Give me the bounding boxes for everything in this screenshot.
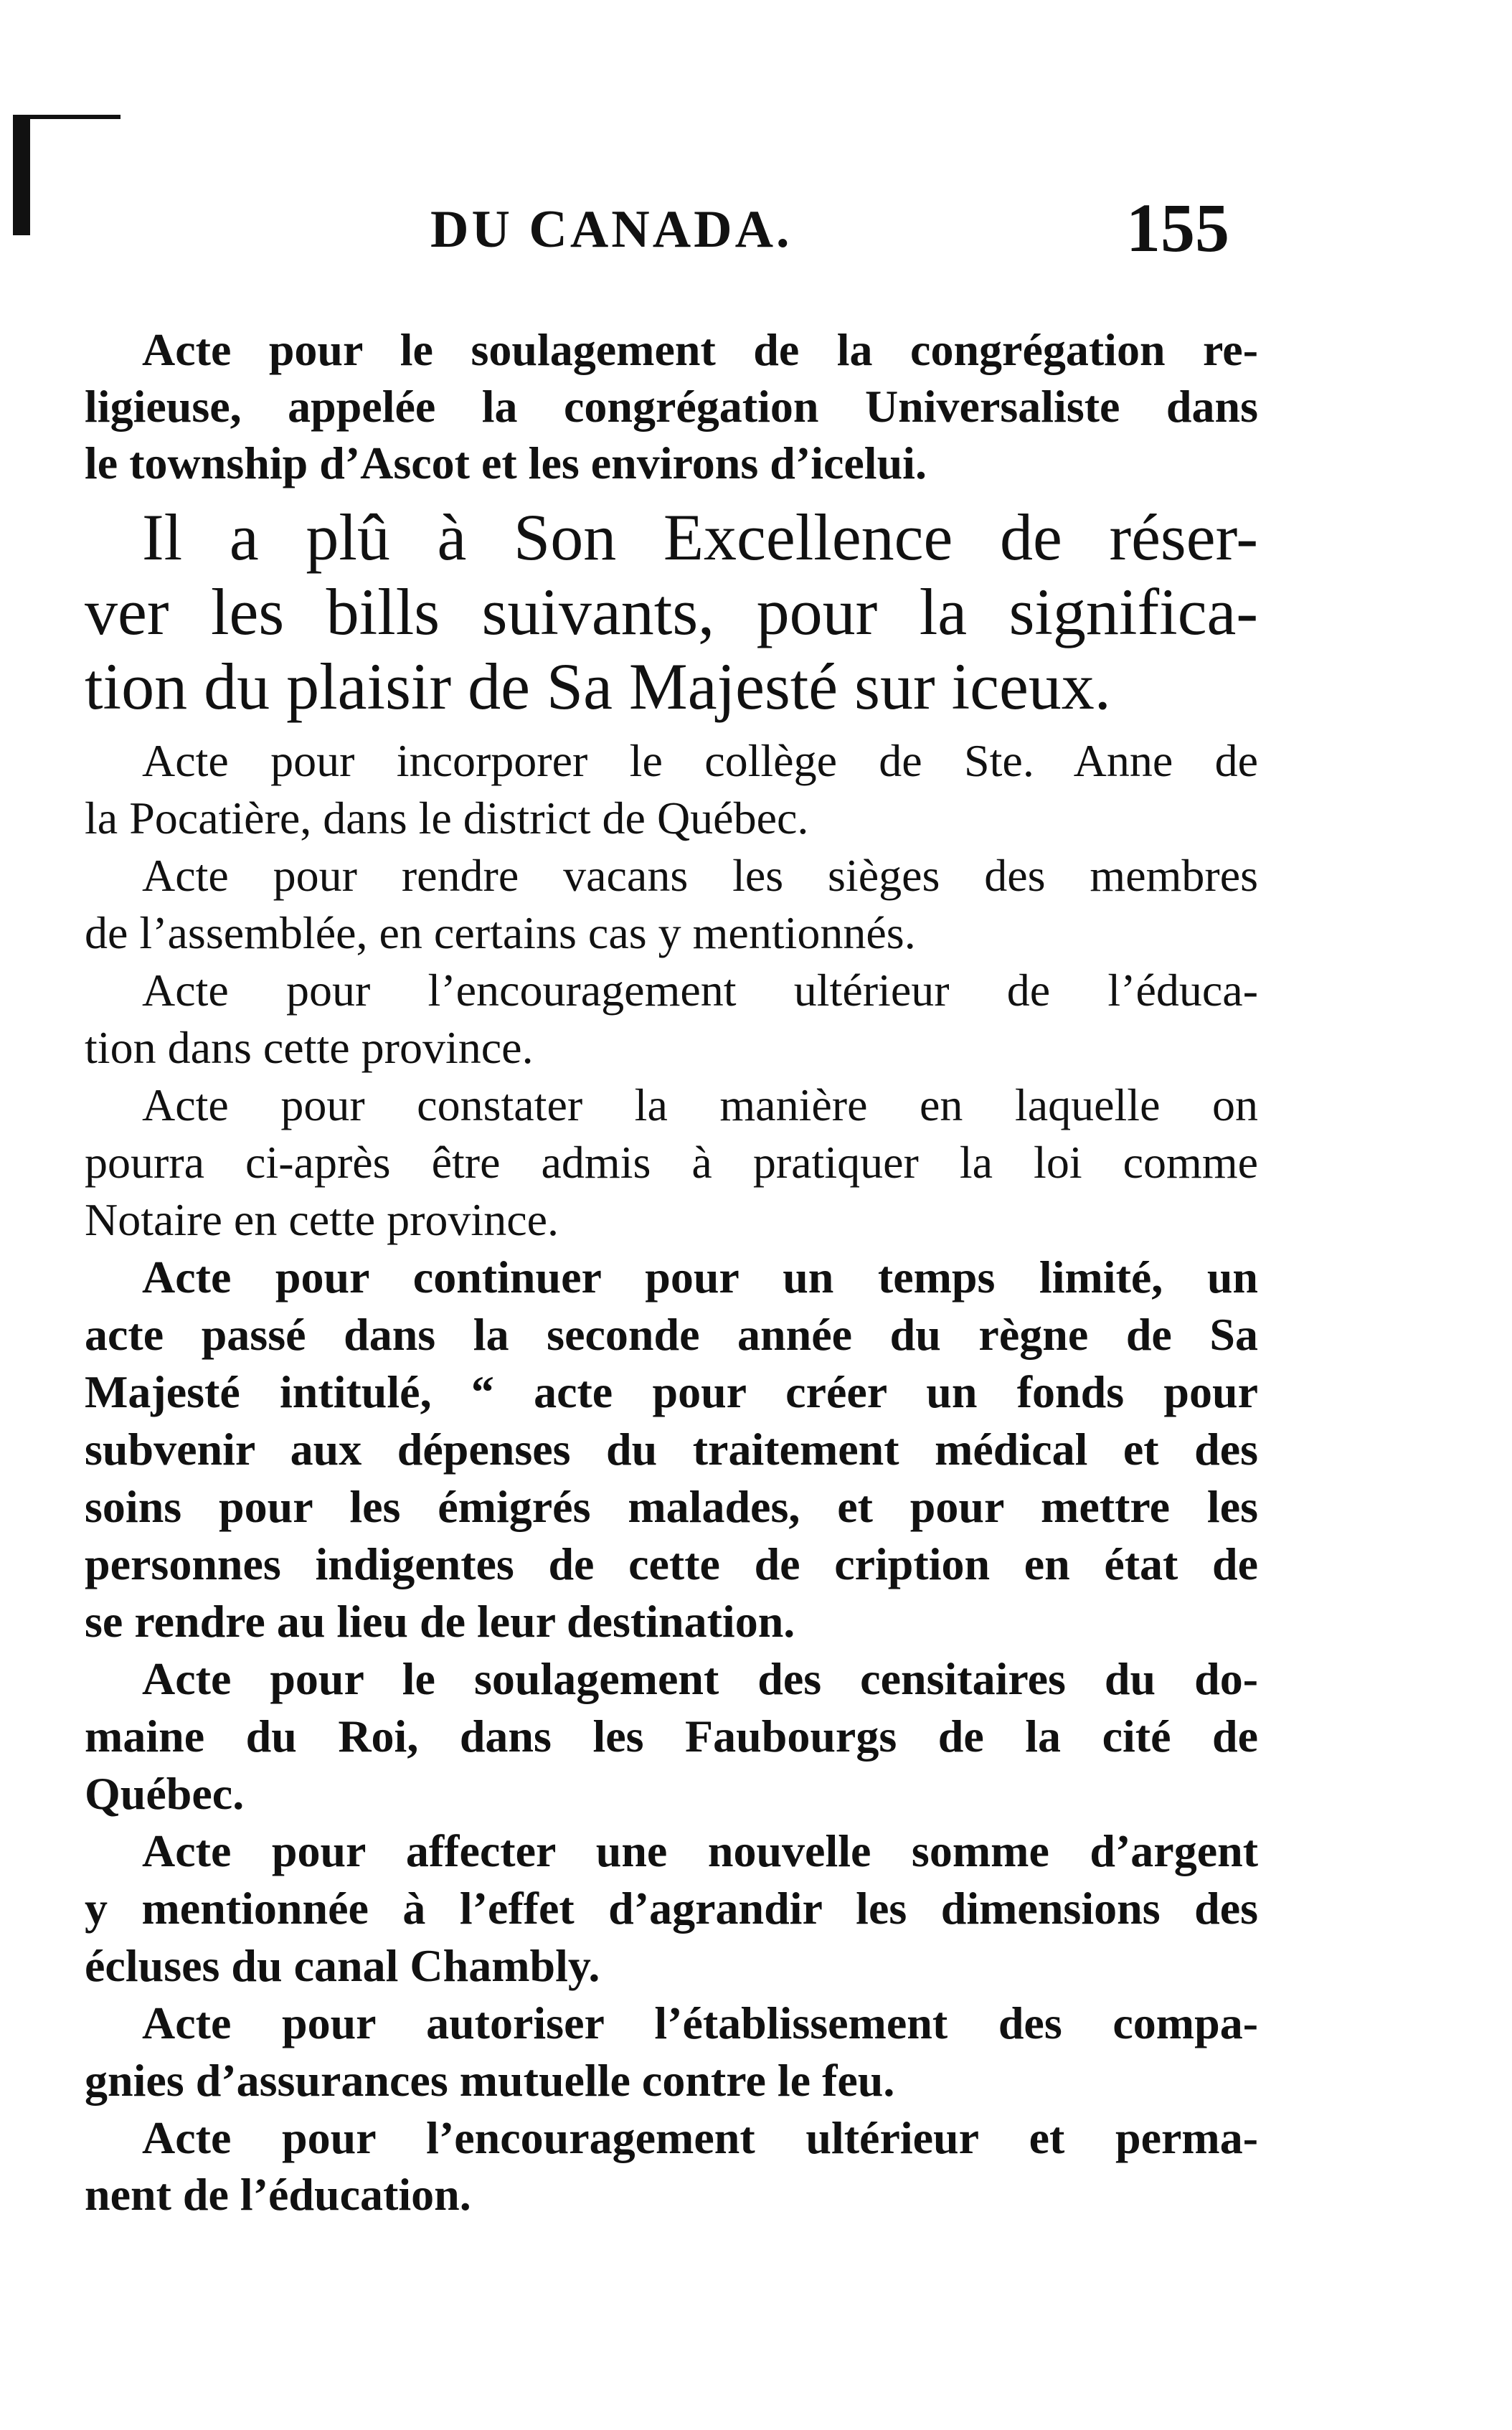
text-line: nent de l’éducation.	[85, 2169, 471, 2220]
text-line: écluses du canal Chambly.	[85, 1940, 600, 1991]
text-line: la Pocatière, dans le district de Québec.	[85, 793, 809, 843]
text-line: Québec.	[85, 1768, 245, 1819]
text-line: Majesté intitulé, “ acte pour créer un fonds pour	[85, 1366, 1258, 1417]
paragraph	[85, 321, 1258, 491]
text-line: Acte pour le soulagement de la congrégation re-	[142, 324, 1258, 375]
paragraph	[85, 2109, 1258, 2223]
page-body	[85, 321, 1258, 2223]
text-line: personnes indigentes de cette de cription en état de	[85, 1538, 1258, 1589]
text-line: soins pour les émigrés malades, et pour mettre les	[85, 1481, 1258, 1532]
text-line: pourra ci-après être admis à pratiquer la loi comme	[85, 1137, 1258, 1188]
paragraph	[85, 847, 1258, 962]
text-line: de l’assemblée, en certains cas y mentionnés.	[85, 907, 916, 958]
text-line: Acte pour incorporer le collège de Ste. Anne de	[142, 735, 1258, 786]
running-head: DU CANADA.	[430, 200, 793, 259]
paragraph	[85, 1822, 1258, 1995]
text-line: Acte pour l’encouragement ultérieur et perma-	[142, 2112, 1258, 2163]
text-line: Acte pour le soulagement des censitaires du do-	[142, 1653, 1258, 1704]
text-line: ver les bills suivants, pour la significa-	[85, 575, 1258, 648]
text-line: maine du Roi, dans les Faubourgs de la cité de	[85, 1711, 1258, 1762]
paragraph	[85, 1650, 1258, 1822]
text-line: se rendre au lieu de leur destination.	[85, 1596, 795, 1647]
text-line: le township d’Ascot et les environs d’icelui.	[85, 438, 927, 488]
paragraph	[85, 1249, 1258, 1650]
paragraph	[85, 962, 1258, 1077]
text-line: Acte pour rendre vacans les sièges des membres	[142, 850, 1258, 901]
text-line: Acte pour autoriser l’établissement des compa-	[142, 1998, 1258, 2048]
page-number: 155	[1126, 189, 1229, 266]
text-line: subvenir aux dépenses du traitement médical et des	[85, 1424, 1258, 1475]
text-line: acte passé dans la seconde année du règne de Sa	[85, 1309, 1258, 1360]
corner-crop-mark	[13, 115, 121, 235]
text-line: Acte pour continuer pour un temps limité, un	[142, 1252, 1258, 1303]
text-line: ligieuse, appelée la congrégation Universaliste dans	[85, 381, 1258, 432]
text-line: tion du plaisir de Sa Majesté sur iceux.	[85, 650, 1111, 723]
text-line: gnies d’assurances mutuelle contre le feu.	[85, 2055, 895, 2106]
text-line: Acte pour affecter une nouvelle somme d’argent	[142, 1825, 1258, 1876]
text-line: y mentionnée à l’effet d’agrandir les dimensions des	[85, 1883, 1258, 1934]
crop-mark-vertical	[13, 115, 30, 235]
paragraph	[85, 1077, 1258, 1249]
text-line: Acte pour l’encouragement ultérieur de l’éduca-	[142, 965, 1258, 1016]
text-line: Il a plû à Son Excellence de réser-	[142, 501, 1258, 574]
text-line: Notaire en cette province.	[85, 1194, 559, 1245]
crop-mark-horizontal	[13, 115, 121, 119]
text-line: Acte pour constater la manière en laquelle on	[142, 1079, 1258, 1130]
paragraph	[85, 732, 1258, 847]
paragraph	[85, 1995, 1258, 2109]
paragraph	[85, 500, 1258, 724]
text-line: tion dans cette province.	[85, 1022, 534, 1073]
